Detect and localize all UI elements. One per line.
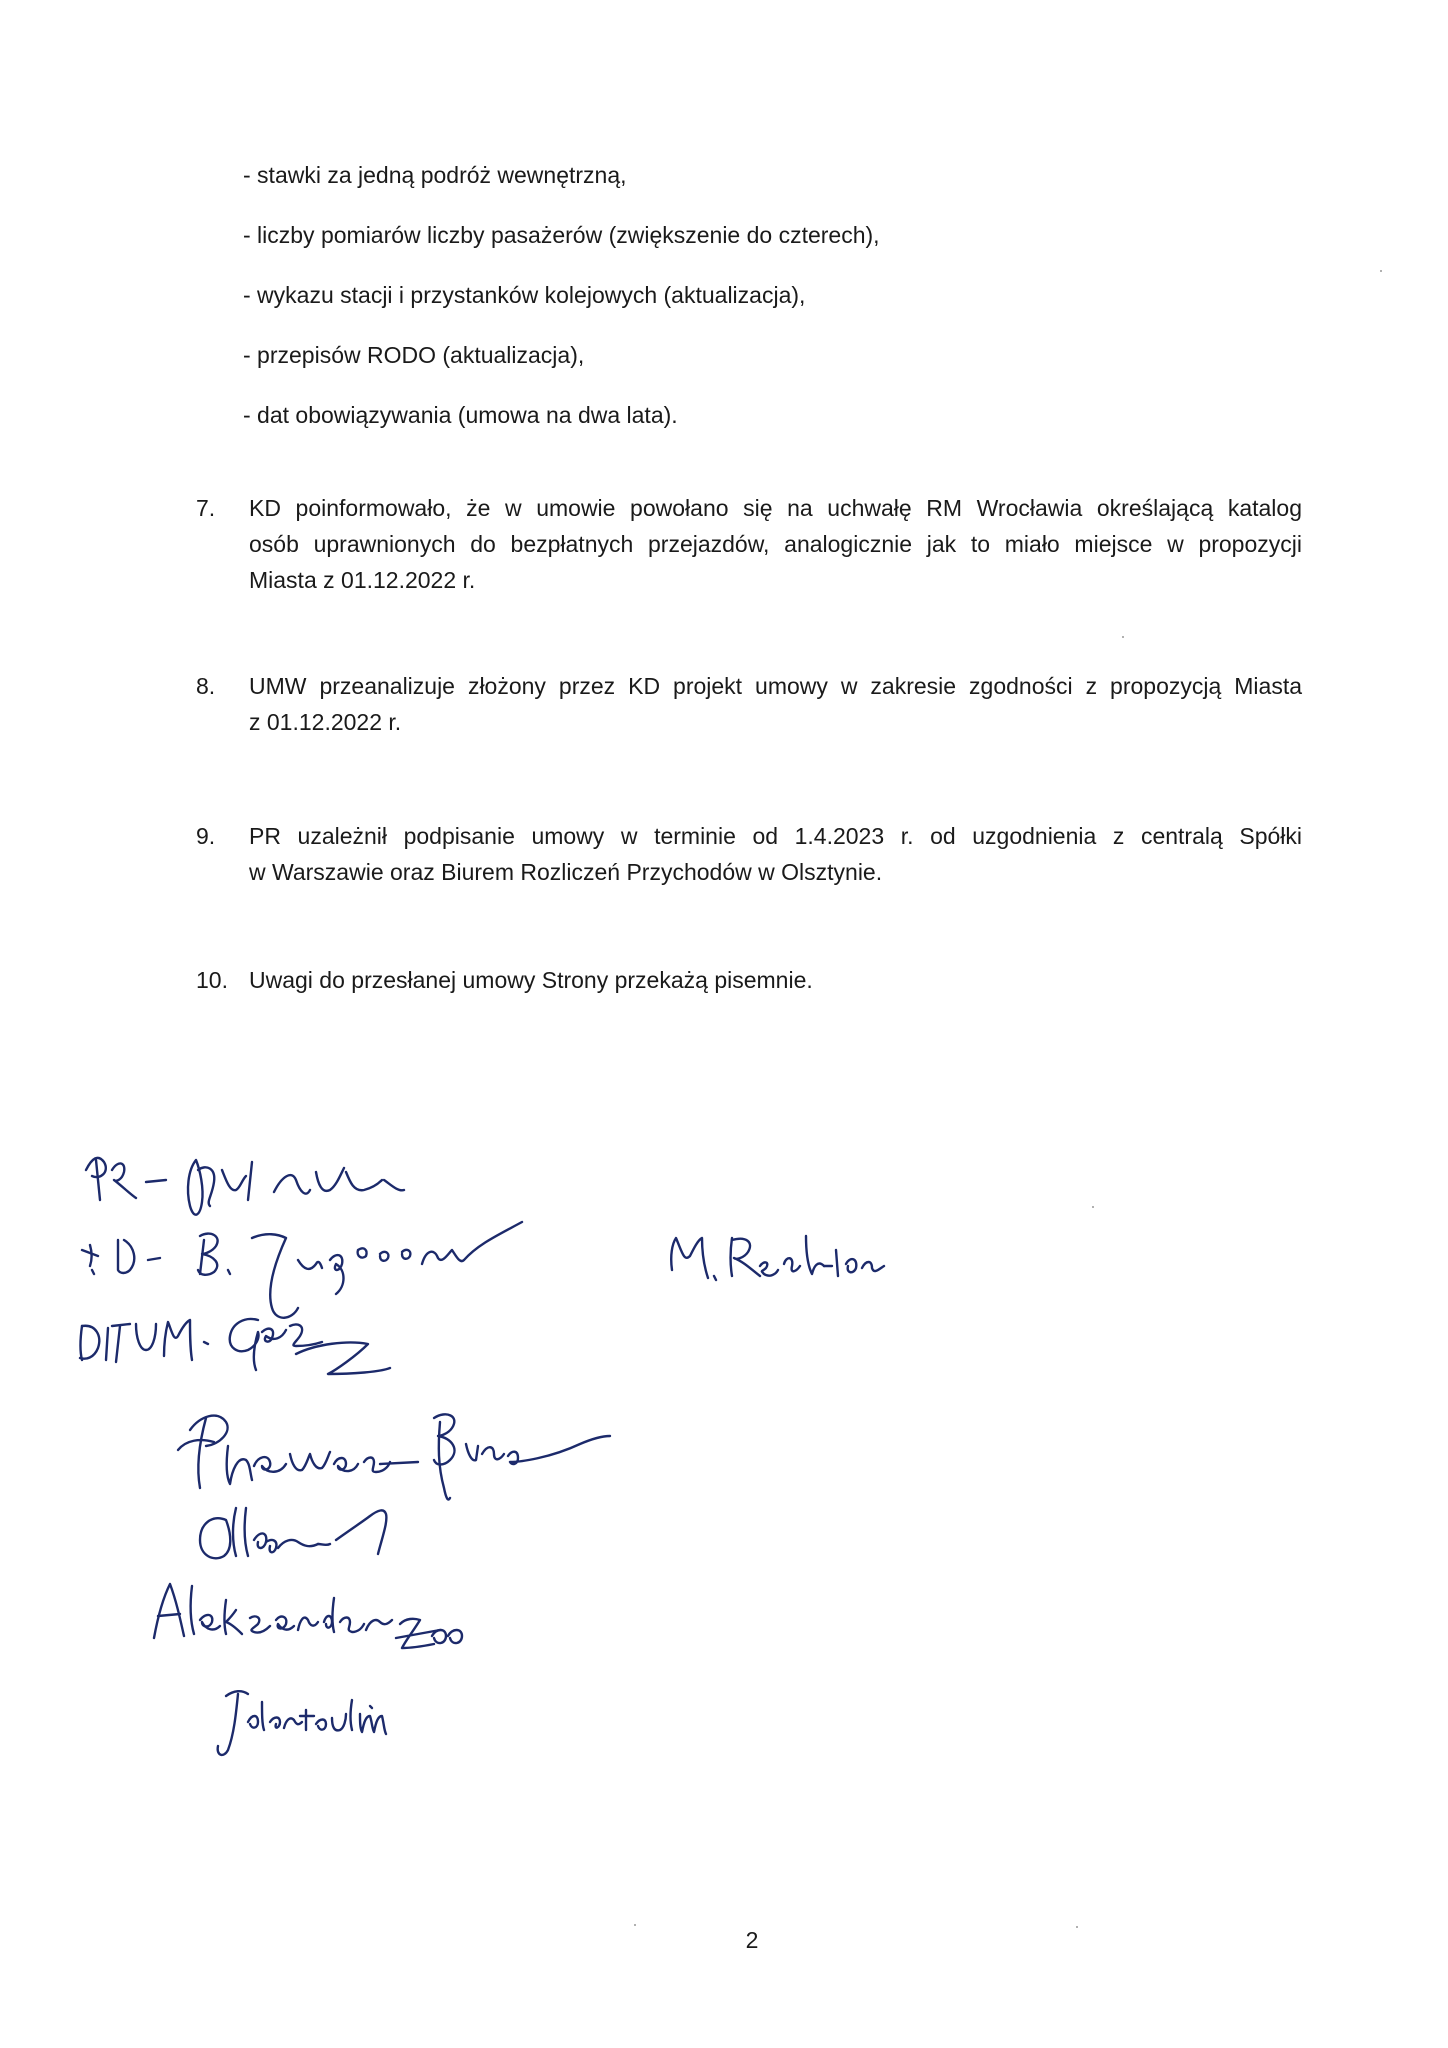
point-line: Uwagi do przesłanej umowy Strony przekażą pisemnie. xyxy=(249,967,813,993)
amendment-bullet-list xyxy=(243,160,880,460)
point-line: z 01.12.2022 r. xyxy=(249,709,402,735)
signature-olbrasz xyxy=(200,1508,386,1558)
signature-kd xyxy=(82,1222,522,1318)
scan-speck xyxy=(1380,270,1382,272)
point-line: osób uprawnionych do bezpłatnych przejazdów, analogicznie jak to miało miejsce w propozycji xyxy=(249,531,1302,557)
point-text xyxy=(249,962,1302,998)
point-text xyxy=(249,668,1302,740)
signature-aleksander xyxy=(154,1584,462,1648)
bullet-item: - wykazu stacji i przystanków kolejowych (aktualizacja), xyxy=(243,282,806,308)
bullet-item: - przepisów RODO (aktualizacja), xyxy=(243,342,585,368)
numbered-point-9 xyxy=(196,818,1302,890)
point-text xyxy=(249,818,1302,890)
point-line: UMW przeanalizuje złożony przez KD projekt umowy w zakresie zgodności z propozycją Miasta xyxy=(249,673,1302,699)
point-number: 10. xyxy=(196,967,228,993)
signature-block xyxy=(0,1110,1448,1810)
scan-speck xyxy=(634,1924,636,1926)
signature-ditum xyxy=(80,1319,390,1374)
page-number: 2 xyxy=(745,1927,759,1953)
scan-speck xyxy=(1092,1206,1094,1208)
numbered-point-8 xyxy=(196,668,1302,740)
point-line: KD poinformowało, że w umowie powołano się na uchwałę RM Wrocławia określającą katalog xyxy=(249,495,1302,521)
point-number: 8. xyxy=(196,673,216,699)
point-text xyxy=(249,490,1302,598)
point-number: 7. xyxy=(196,495,216,521)
signature-jolanta xyxy=(218,1691,386,1755)
handwritten-signatures xyxy=(0,1110,1448,1810)
point-number: 9. xyxy=(196,823,216,849)
point-line: Miasta z 01.12.2022 r. xyxy=(249,567,476,593)
point-line: PR uzależnił podpisanie umowy w terminie od 1.4.2023 r. od uzgodnienia z centralą Spółki xyxy=(249,823,1302,849)
point-line: w Warszawie oraz Biurem Rozliczeń Przychodów w Olsztynie. xyxy=(249,859,883,885)
scan-speck xyxy=(1076,1926,1078,1928)
numbered-point-10 xyxy=(196,962,1302,998)
bullet-item: - stawki za jedną podróż wewnętrzną, xyxy=(243,162,627,188)
scan-speck xyxy=(1122,636,1124,638)
numbered-point-7 xyxy=(196,490,1302,598)
bullet-item: - dat obowiązywania (umowa na dwa lata). xyxy=(243,402,678,428)
signature-pr xyxy=(86,1158,404,1215)
signature-m-rechtoro xyxy=(671,1236,884,1280)
bullet-item: - liczby pomiarów liczby pasażerów (zwiększenie do czterech), xyxy=(243,222,880,248)
signature-thewec xyxy=(178,1414,610,1499)
